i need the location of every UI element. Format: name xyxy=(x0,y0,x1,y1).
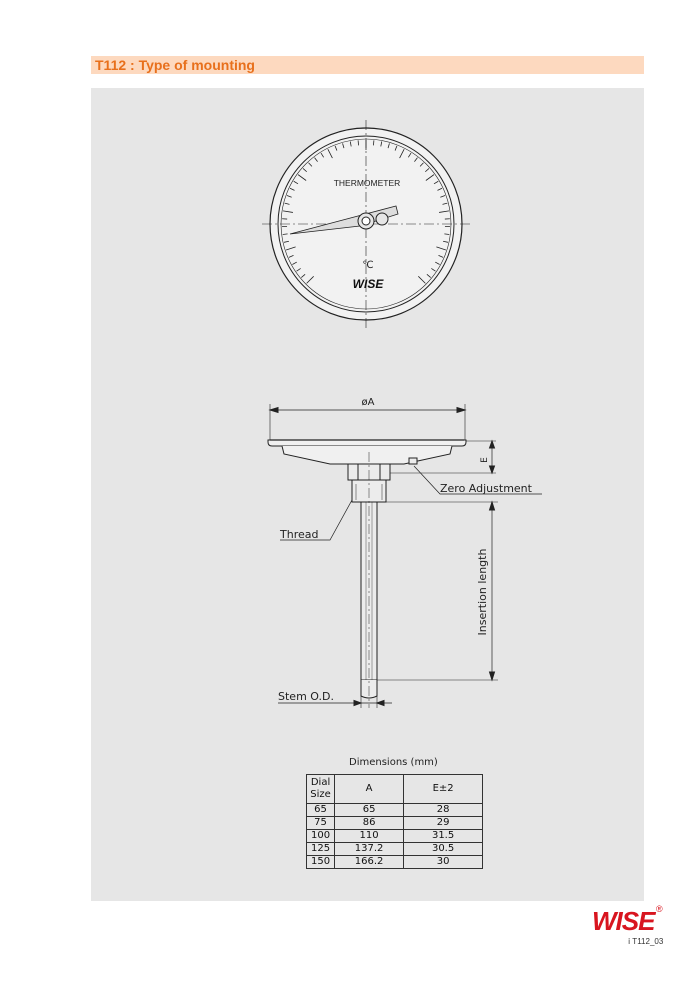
dial-label: THERMOMETER xyxy=(333,178,401,188)
table-cell-dial: 65 xyxy=(307,804,335,817)
table-cell-dial: 150 xyxy=(307,856,335,869)
zero-adjustment-label: Zero Adjustment xyxy=(440,482,532,495)
e-header: E±2 xyxy=(404,775,483,804)
table-cell-e: 28 xyxy=(404,804,483,817)
table-cell-a: 110 xyxy=(335,830,404,843)
table-cell-dial: 100 xyxy=(307,830,335,843)
side-view xyxy=(268,404,542,708)
table-row xyxy=(307,804,483,817)
stem-od-label: Stem O.D. xyxy=(278,690,334,703)
registered-mark: ® xyxy=(656,904,663,914)
table-cell-e: 29 xyxy=(404,817,483,830)
table-cell-e: 31.5 xyxy=(404,830,483,843)
table-cell-dial: 125 xyxy=(307,843,335,856)
dimensions-title: Dimensions (mm) xyxy=(349,757,438,768)
table-cell-a: 86 xyxy=(335,817,404,830)
table-header-row xyxy=(307,775,483,804)
thread-label: Thread xyxy=(280,528,319,541)
a-header: A xyxy=(335,775,404,804)
insertion-length-label: Insertion length xyxy=(476,548,489,636)
pointer-counterweight xyxy=(376,213,388,225)
table-row xyxy=(307,856,483,869)
table-cell-dial: 75 xyxy=(307,817,335,830)
table-cell-a: 65 xyxy=(335,804,404,817)
page-reference: ⅰ T112_03 xyxy=(628,937,664,946)
page-title: T112 : Type of mounting xyxy=(95,57,255,73)
dial-front-view xyxy=(262,120,470,328)
table-row xyxy=(307,817,483,830)
e-label: E xyxy=(480,457,490,463)
table-cell-a: 166.2 xyxy=(335,856,404,869)
dial-size-header: Dial Size xyxy=(307,775,335,804)
table-row xyxy=(307,843,483,856)
table-cell-e: 30.5 xyxy=(404,843,483,856)
table-row xyxy=(307,830,483,843)
dial-unit: ℃ xyxy=(362,260,374,271)
dimensions-table xyxy=(306,774,483,869)
table-cell-a: 137.2 xyxy=(335,843,404,856)
dial-brand: WISE xyxy=(352,277,384,291)
wise-logo: WISE xyxy=(592,906,655,936)
table-cell-e: 30 xyxy=(404,856,483,869)
diameter-label: øA xyxy=(361,397,375,408)
